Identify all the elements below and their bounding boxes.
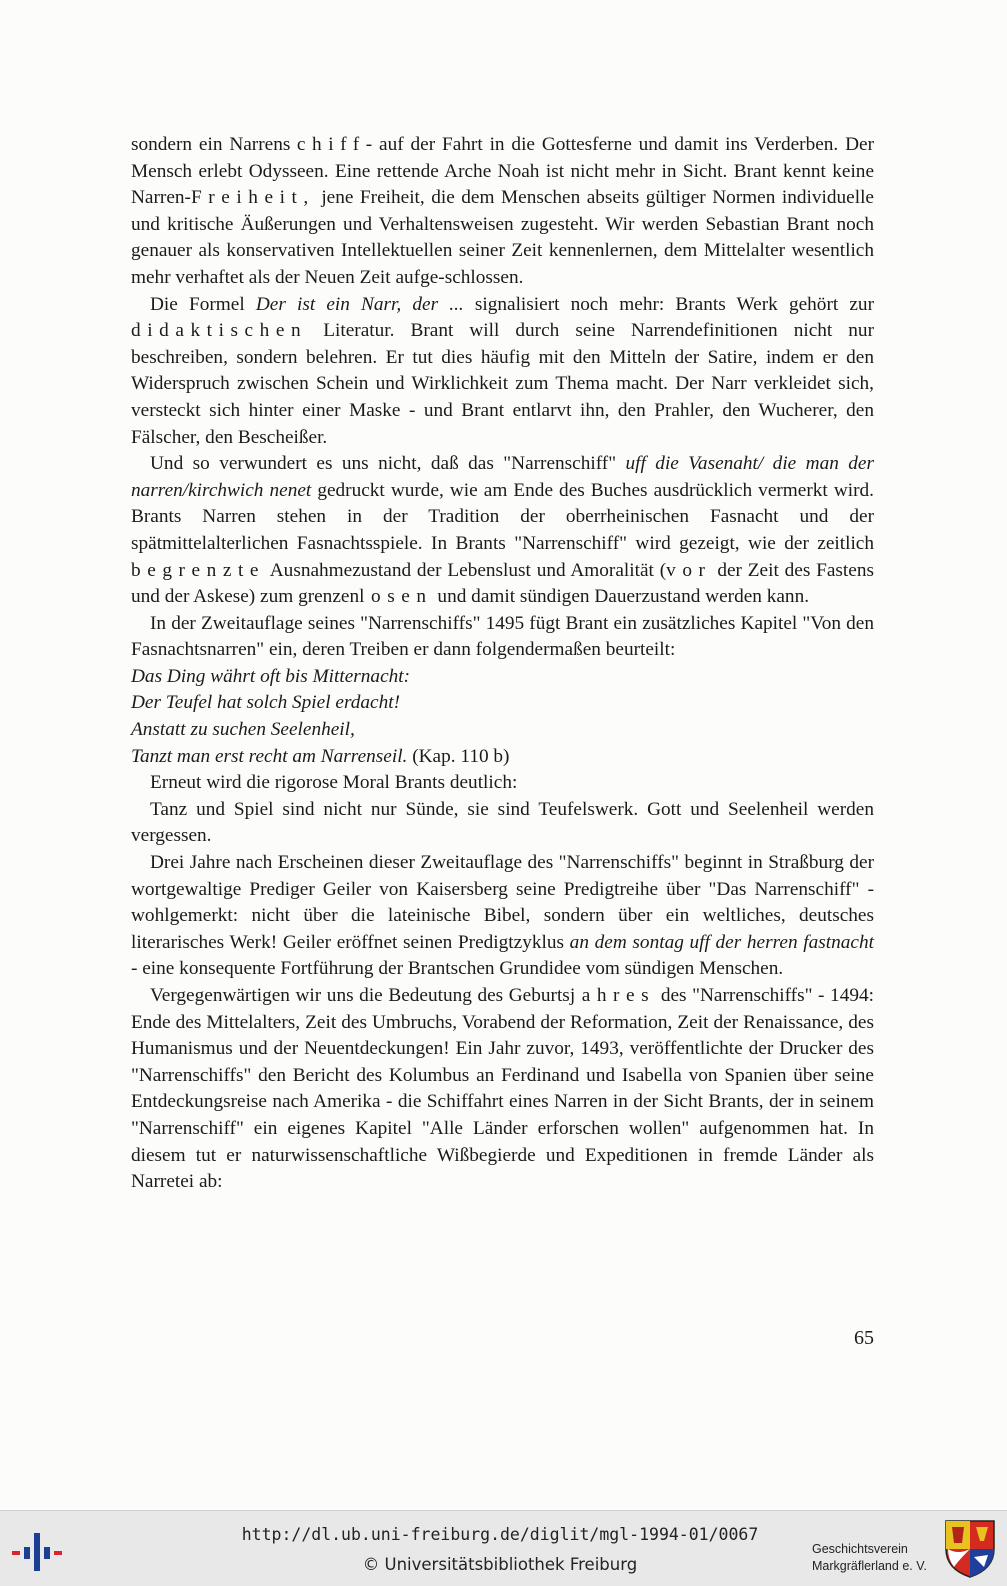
verse-line-2: Der Teufel hat solch Spiel erdacht! <box>131 692 401 714</box>
paragraph-4: In der Zweitauflage seines "Narrenschiffs" 1495 fügt Brant ein zusätzliches Kapitel "Von den Fasnachtsnarren" ein, deren Treiben er dann folgendermaßen beurteilt: <box>131 612 874 661</box>
paragraph-2: Die Formel Der ist ein Narr, der ... signalisiert noch mehr: Brants Werk gehört zur didaktischen Literatur. Brant will durch seine Narrendefinitionen nicht nur beschreiben, sondern belehren. Er tut dies häufig mit den Mitteln der Satire, indem er den Widerspruch zwischen Schein und Wirklichkeit zum Thema macht. Der Narr verkleidet sich, versteckt sich hinter einer Maske - und Brant entlarvt ihn, den Prahler, den Wucherer, den Fälscher, den Bescheißer. <box>131 293 874 448</box>
verse-line-1: Das Ding währt oft bis Mitternacht: <box>131 665 411 687</box>
verse-reference: (Kap. 110 b) <box>407 745 510 767</box>
paragraph-7: Drei Jahre nach Erscheinen dieser Zweitauflage des "Narrenschiffs" beginnt in Straßburg der wortgewaltige Prediger Geiler von Kaisersberg seine Predigtreihe über "Das Narrenschiff" - wohlgemerkt: nicht über die lateinische Bibel, sondern über ein weltliches, deutsches literarisches Werk! Geiler eröffnet seinen Predigtzyklus an dem sontag uff der herren fastnacht - eine konsequente Fortführung der Brantschen Grundidee vom sündigen Menschen. <box>131 852 874 980</box>
society-name: Geschichtsverein Markgräflerland e. V. <box>812 1542 927 1573</box>
paragraph-6: Tanz und Spiel sind nicht nur Sünde, sie sind Teufelswerk. Gott und Seelenheil werden vergessen. <box>131 798 874 847</box>
ub-freiburg-logo-icon[interactable] <box>12 1529 64 1573</box>
paragraph-5: Erneut wird die rigorose Moral Brants deutlich: <box>150 772 518 794</box>
footer-copyright: © Universitätsbibliothek Freiburg <box>362 1555 638 1574</box>
footer-bar <box>0 1510 1007 1586</box>
footer-url-link[interactable]: http://dl.ub.uni-freiburg.de/diglit/mgl-1994-01/0067 <box>241 1525 759 1544</box>
body-text <box>131 132 874 1196</box>
page-number: 65 <box>854 1327 874 1349</box>
paragraph-8: Vergegenwärtigen wir uns die Bedeutung des Geburtsjahres des "Narrenschiffs" - 1494: Ende des Mittelalters, Zeit des Umbruchs, Vorabend der Reformation, Zeit der Renaissance, des Humanismus und der Neuentdeckungen! Ein Jahr zuvor, 1493, veröffentlichte der Drucker des "Narrenschiffs" den Bericht des Kolumbus an Ferdinand und Isabella von Spanien über seine Entdeckungsreise nach Amerika - die Schiffahrt eines Narren in der Sicht Brants, der in seinem "Narrenschiff" ein eigenes Kapitel "Alle Länder erforschen wollen" aufgenommen hat. In diesem tut er naturwissenschaftliche Wißbegierde und Expeditionen in fremde Länder als Narretei ab: <box>131 985 874 1193</box>
paragraph-3: Und so verwundert es uns nicht, daß das "Narrenschiff" uff die Vasenaht/ die man der narren/kirchwich nenet gedruckt wurde, wie am Ende des Buches ausdrücklich vermerkt wird. Brants Narren stehen in der Tradition der oberrheinischen Fasnacht und der spätmittelalterlichen Fasnachtsspiele. In Brants "Narrenschiff" wird gezeigt, wie der zeitlich begrenzte Ausnahmezustand der Lebenslust und Amoralität (vor der Zeit des Fastens und der Askese) zum grenzenlosen und damit sündigen Dauerzustand werden kann. <box>131 453 874 608</box>
coat-of-arms-icon <box>944 1519 996 1579</box>
verse-line-4: Tanzt man erst recht am Narrenseil. (Kap. 110 b) <box>131 745 510 767</box>
verse-line-3: Anstatt zu suchen Seelenheil, <box>131 719 355 741</box>
paragraph-1: sondern ein Narrenschiff- auf der Fahrt in die Gottesferne und damit ins Verderben. Der Mensch erlebt Odysseen. Eine rettende Arche Noah ist nicht mehr in Sicht. Brant kennt keine Narren-Freiheit, jene Freiheit, die dem Menschen abseits gültiger Normen individuelle und kritische Äußerungen und Verhaltensweisen zugesteht. Wir werden Sebastian Brant noch genauer als konservativen Intellektuellen seiner Zeit kennenlernen, dem Mittelalter wesentlich mehr verhaftet als der Neuen Zeit aufge-schlossen. <box>131 134 874 288</box>
